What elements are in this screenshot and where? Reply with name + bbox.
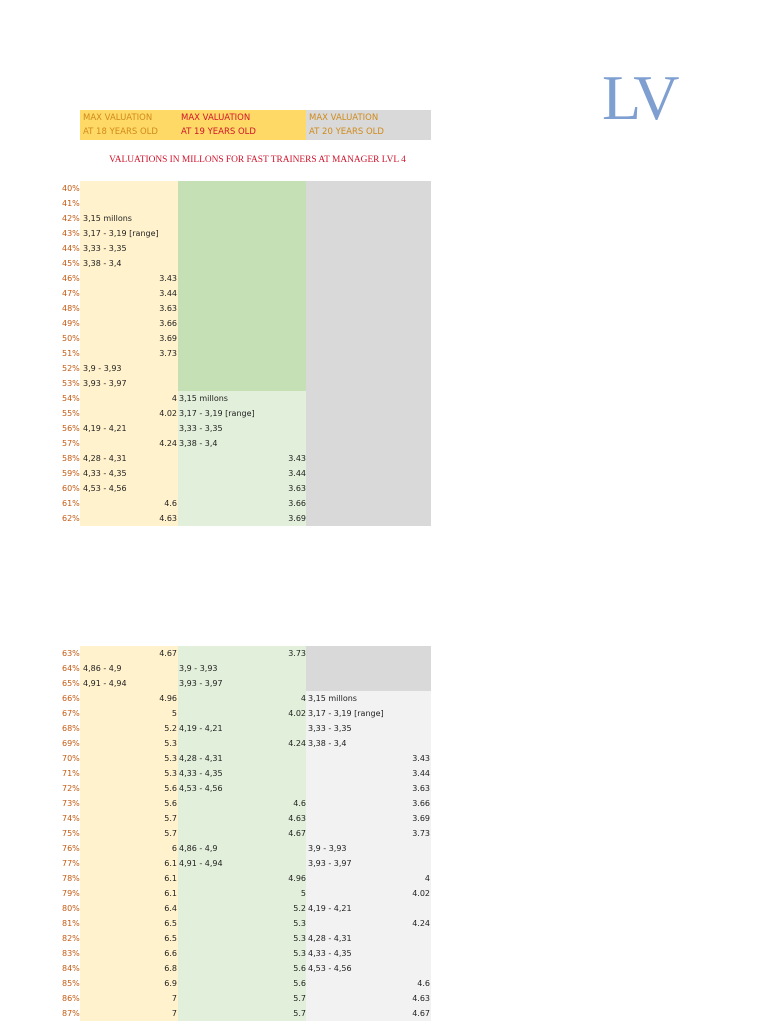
value-cell-18: 6.1 [164, 889, 177, 898]
percent-cell: 54% [62, 394, 80, 403]
percent-cell: 46% [62, 274, 80, 283]
table-row [62, 496, 434, 511]
range-cell-20: 4,33 - 4,35 [308, 949, 352, 958]
column-header-0 [80, 110, 178, 140]
table-row [62, 511, 434, 526]
table-row [62, 901, 434, 916]
range-cell-19: 3,9 - 3,93 [179, 664, 218, 673]
table-row [62, 226, 434, 241]
percent-cell: 74% [62, 814, 80, 823]
percent-cell: 60% [62, 484, 80, 493]
value-cell-19: 4.67 [288, 829, 306, 838]
table-row [62, 796, 434, 811]
value-cell-18: 4.24 [159, 439, 177, 448]
range-cell-19: 3,17 - 3,19 [range] [179, 409, 255, 418]
value-cell-19: 4.6 [293, 799, 306, 808]
percent-cell: 69% [62, 739, 80, 748]
value-cell-20: 3.66 [412, 799, 430, 808]
value-cell-20: 3.69 [412, 814, 430, 823]
table-row [62, 466, 434, 481]
table-row [62, 181, 434, 196]
value-cell-18: 4.96 [159, 694, 177, 703]
range-cell-20: 3,15 millons [308, 694, 357, 703]
percent-cell: 68% [62, 724, 80, 733]
range-cell-20: 4,53 - 4,56 [308, 964, 352, 973]
value-cell-18: 5.3 [164, 754, 177, 763]
percent-cell: 52% [62, 364, 80, 373]
table-row [62, 361, 434, 376]
value-cell-18: 6 [171, 844, 177, 853]
value-cell-18: 6.9 [164, 979, 177, 988]
table-row [62, 871, 434, 886]
value-cell-18: 6.5 [164, 919, 177, 928]
range-cell-20: 3,9 - 3,93 [308, 844, 347, 853]
table-row [62, 661, 434, 676]
table-row [62, 931, 434, 946]
value-cell-18: 5 [171, 709, 177, 718]
value-cell-19: 4 [300, 694, 306, 703]
value-cell-18: 4 [171, 394, 177, 403]
table-row [62, 241, 434, 256]
percent-cell: 58% [62, 454, 80, 463]
percent-cell: 50% [62, 334, 80, 343]
range-cell-19: 3,15 millons [179, 394, 228, 403]
value-cell-19: 5.2 [293, 904, 306, 913]
table-row [62, 676, 434, 691]
percent-cell: 43% [62, 229, 80, 238]
range-cell-19: 4,86 - 4,9 [179, 844, 218, 853]
value-cell-19: 3.73 [288, 649, 306, 658]
column-header-line1: MAX VALUATION [181, 113, 251, 123]
value-cell-20: 3.73 [412, 829, 430, 838]
range-cell-20: 4,19 - 4,21 [308, 904, 352, 913]
table-row [62, 811, 434, 826]
percent-cell: 57% [62, 439, 80, 448]
percent-cell: 70% [62, 754, 80, 763]
range-cell-19: 4,91 - 4,94 [179, 859, 223, 868]
table-row [62, 706, 434, 721]
percent-cell: 80% [62, 904, 80, 913]
table-row [62, 721, 434, 736]
value-cell-20: 3.44 [412, 769, 430, 778]
table-row [62, 406, 434, 421]
value-cell-19: 3.63 [288, 484, 306, 493]
value-cell-20: 4.67 [412, 1009, 430, 1018]
value-cell-19: 3.44 [288, 469, 306, 478]
table-row [62, 481, 434, 496]
table-row [62, 826, 434, 841]
range-cell-20: 3,93 - 3,97 [308, 859, 352, 868]
percent-cell: 76% [62, 844, 80, 853]
value-cell-18: 7 [171, 994, 177, 1003]
percent-cell: 72% [62, 784, 80, 793]
percent-cell: 63% [62, 649, 80, 658]
percent-cell: 82% [62, 934, 80, 943]
range-cell-18: 4,53 - 4,56 [83, 484, 127, 493]
column-header-line2: AT 19 YEARS OLD [181, 127, 256, 137]
value-cell-19: 5.3 [293, 919, 306, 928]
value-cell-18: 4.67 [159, 649, 177, 658]
value-cell-19: 5.3 [293, 949, 306, 958]
value-cell-19: 5 [300, 889, 306, 898]
value-cell-18: 5.3 [164, 739, 177, 748]
percent-cell: 71% [62, 769, 80, 778]
sheet-title: VALUATIONS IN MILLONS FOR FAST TRAINERS AT MANAGER LVL 4 [109, 155, 406, 165]
table-row [62, 391, 434, 406]
value-cell-18: 3.69 [159, 334, 177, 343]
table-row [62, 211, 434, 226]
percent-cell: 59% [62, 469, 80, 478]
value-cell-20: 4.63 [412, 994, 430, 1003]
range-cell-19: 4,33 - 4,35 [179, 769, 223, 778]
table-row [62, 916, 434, 931]
percent-cell: 44% [62, 244, 80, 253]
value-cell-18: 5.7 [164, 829, 177, 838]
table-row [62, 856, 434, 871]
percent-cell: 78% [62, 874, 80, 883]
value-cell-18: 3.43 [159, 274, 177, 283]
table-row [62, 766, 434, 781]
logo: LV [602, 62, 678, 133]
value-cell-19: 5.6 [293, 979, 306, 988]
percent-cell: 64% [62, 664, 80, 673]
percent-cell: 42% [62, 214, 80, 223]
value-cell-18: 3.63 [159, 304, 177, 313]
percent-cell: 66% [62, 694, 80, 703]
table-row [62, 886, 434, 901]
percent-cell: 47% [62, 289, 80, 298]
range-cell-18: 3,15 millons [83, 214, 132, 223]
range-cell-19: 4,28 - 4,31 [179, 754, 223, 763]
percent-cell: 53% [62, 379, 80, 388]
table-row [62, 286, 434, 301]
value-cell-20: 4 [424, 874, 430, 883]
range-cell-18: 3,9 - 3,93 [83, 364, 122, 373]
range-cell-18: 4,28 - 4,31 [83, 454, 127, 463]
column-header-2 [306, 110, 431, 140]
value-cell-20: 3.63 [412, 784, 430, 793]
value-cell-18: 6.1 [164, 874, 177, 883]
percent-cell: 45% [62, 259, 80, 268]
percent-cell: 86% [62, 994, 80, 1003]
value-cell-19: 3.43 [288, 454, 306, 463]
range-cell-19: 3,93 - 3,97 [179, 679, 223, 688]
value-cell-18: 3.73 [159, 349, 177, 358]
table-row [62, 346, 434, 361]
value-cell-18: 5.7 [164, 814, 177, 823]
value-cell-18: 5.6 [164, 784, 177, 793]
percent-cell: 84% [62, 964, 80, 973]
value-cell-19: 5.3 [293, 934, 306, 943]
percent-cell: 56% [62, 424, 80, 433]
range-cell-18: 3,33 - 3,35 [83, 244, 127, 253]
percent-cell: 48% [62, 304, 80, 313]
table-row [62, 271, 434, 286]
value-cell-20: 3.43 [412, 754, 430, 763]
value-cell-19: 3.66 [288, 499, 306, 508]
table-row [62, 376, 434, 391]
percent-cell: 65% [62, 679, 80, 688]
percent-cell: 81% [62, 919, 80, 928]
table-row [62, 256, 434, 271]
table-row [62, 196, 434, 211]
value-cell-18: 7 [171, 1009, 177, 1018]
percent-cell: 40% [62, 184, 80, 193]
table-row [62, 301, 434, 316]
value-cell-19: 4.24 [288, 739, 306, 748]
table-row [62, 331, 434, 346]
percent-cell: 77% [62, 859, 80, 868]
value-cell-19: 3.69 [288, 514, 306, 523]
percent-cell: 79% [62, 889, 80, 898]
value-cell-19: 5.7 [293, 1009, 306, 1018]
table-row [62, 436, 434, 451]
value-cell-19: 4.63 [288, 814, 306, 823]
value-cell-18: 6.6 [164, 949, 177, 958]
percent-cell: 55% [62, 409, 80, 418]
table-row [62, 736, 434, 751]
percent-cell: 62% [62, 514, 80, 523]
range-cell-20: 3,38 - 3,4 [308, 739, 347, 748]
percent-cell: 73% [62, 799, 80, 808]
range-cell-18: 3,17 - 3,19 [range] [83, 229, 159, 238]
range-cell-20: 3,33 - 3,35 [308, 724, 352, 733]
value-cell-18: 5.6 [164, 799, 177, 808]
value-cell-20: 4.02 [412, 889, 430, 898]
table-row [62, 841, 434, 856]
column-header-1 [178, 110, 306, 140]
value-cell-18: 6.1 [164, 859, 177, 868]
value-cell-18: 6.5 [164, 934, 177, 943]
percent-cell: 51% [62, 349, 80, 358]
range-cell-19: 3,38 - 3,4 [179, 439, 218, 448]
percent-cell: 75% [62, 829, 80, 838]
table-row [62, 961, 434, 976]
range-cell-18: 4,33 - 4,35 [83, 469, 127, 478]
range-cell-19: 3,33 - 3,35 [179, 424, 223, 433]
percent-cell: 67% [62, 709, 80, 718]
table-row [62, 991, 434, 1006]
range-cell-18: 4,86 - 4,9 [83, 664, 122, 673]
value-cell-19: 5.7 [293, 994, 306, 1003]
table-row [62, 1006, 434, 1021]
range-cell-18: 4,91 - 4,94 [83, 679, 127, 688]
column-header-line1: MAX VALUATION [309, 113, 379, 123]
value-cell-18: 6.8 [164, 964, 177, 973]
range-cell-20: 3,17 - 3,19 [range] [308, 709, 384, 718]
range-cell-20: 4,28 - 4,31 [308, 934, 352, 943]
value-cell-18: 5.2 [164, 724, 177, 733]
range-cell-19: 4,19 - 4,21 [179, 724, 223, 733]
percent-cell: 85% [62, 979, 80, 988]
value-cell-20: 4.6 [417, 979, 430, 988]
table-row [62, 316, 434, 331]
table-row [62, 781, 434, 796]
value-cell-18: 3.44 [159, 289, 177, 298]
value-cell-18: 4.6 [164, 499, 177, 508]
range-cell-18: 4,19 - 4,21 [83, 424, 127, 433]
value-cell-18: 3.66 [159, 319, 177, 328]
percent-cell: 61% [62, 499, 80, 508]
value-cell-18: 4.02 [159, 409, 177, 418]
value-cell-19: 4.02 [288, 709, 306, 718]
range-cell-19: 4,53 - 4,56 [179, 784, 223, 793]
table-row [62, 976, 434, 991]
column-header-line2: AT 18 YEARS OLD [83, 127, 158, 137]
value-cell-19: 4.96 [288, 874, 306, 883]
table-row [62, 646, 434, 661]
value-cell-18: 5.3 [164, 769, 177, 778]
range-cell-18: 3,93 - 3,97 [83, 379, 127, 388]
column-header-line2: AT 20 YEARS OLD [309, 127, 384, 137]
column-header-line1: MAX VALUATION [83, 113, 153, 123]
range-cell-18: 3,38 - 3,4 [83, 259, 122, 268]
percent-cell: 49% [62, 319, 80, 328]
percent-cell: 83% [62, 949, 80, 958]
percent-cell: 41% [62, 199, 80, 208]
table-row [62, 946, 434, 961]
value-cell-19: 5.6 [293, 964, 306, 973]
value-cell-20: 4.24 [412, 919, 430, 928]
table-row [62, 421, 434, 436]
table-row [62, 751, 434, 766]
table-row [62, 451, 434, 466]
percent-cell: 87% [62, 1009, 80, 1018]
value-cell-18: 4.63 [159, 514, 177, 523]
value-cell-18: 6.4 [164, 904, 177, 913]
table-row [62, 691, 434, 706]
